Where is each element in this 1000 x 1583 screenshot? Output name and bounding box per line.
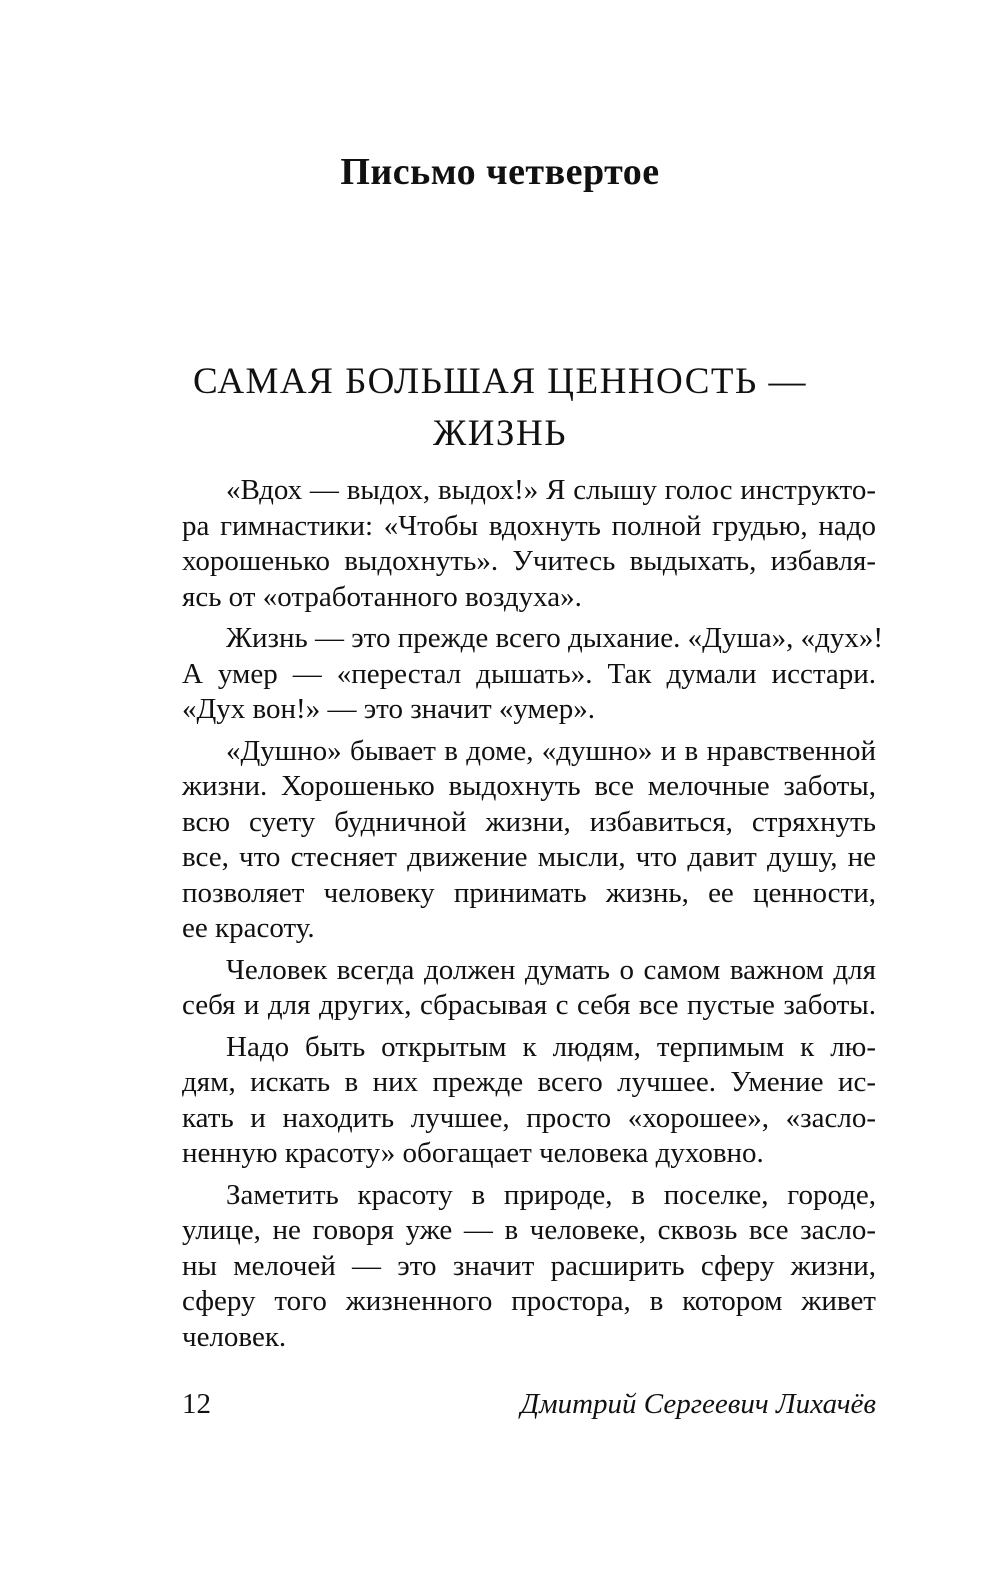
- page-number: 12: [182, 1388, 211, 1420]
- section-heading-line: САМАЯ БОЛЬШАЯ ЦЕННОСТЬ —: [193, 361, 807, 402]
- text-line: «Вдох — выдох, выдох!» Я слышу голос инструкто-: [226, 474, 876, 506]
- section-heading-line: ЖИЗНЬ: [433, 413, 567, 454]
- text-line: всю суету будничной жизни, избавиться, стряхнуть: [182, 805, 876, 838]
- text-line: дям, искать в них прежде всего лучшее. Умение ис-: [182, 1066, 876, 1098]
- text-line: ясь от «отработанного воздуха».: [182, 580, 582, 613]
- paragraph: [182, 1030, 876, 1172]
- paragraph: [182, 953, 876, 1024]
- text-line: все, что стесняет движение мысли, что давит душу, не: [182, 841, 876, 873]
- text-line: Человек всегда должен думать о самом важном для: [226, 953, 876, 986]
- paragraph: [182, 1178, 876, 1356]
- text-line: позволяет человеку принимать жизнь, ее ценности,: [182, 876, 876, 909]
- author-name: Дмитрий Сергеевич Лихачёв: [520, 1388, 876, 1420]
- text-line: себя и для других, сбрасывая с себя все пустые заботы.: [182, 989, 876, 1021]
- text-line: Надо быть открытым к людям, терпимым к лю-: [226, 1030, 876, 1063]
- text-line: жизни. Хорошенько выдохнуть все мелочные заботы,: [182, 770, 876, 802]
- text-line: сферу того жизненного простора, в котором живет: [182, 1285, 876, 1317]
- text-line: ее красоту.: [182, 912, 315, 944]
- text-line: кать и находить лучшее, просто «хорошее», «засло-: [182, 1101, 876, 1134]
- text-line: улице, не говоря уже — в человеке, сквозь все засло-: [182, 1214, 876, 1246]
- text-line: ны мелочей — это значит расширить сферу жизни,: [182, 1249, 876, 1282]
- text-line: «Дух вон!» — это значит «умер».: [182, 693, 595, 725]
- section-heading: [150, 356, 850, 460]
- text-line: Жизнь — это прежде всего дыхание. «Душа», «дух»!: [226, 622, 884, 654]
- text-line: «Душно» бывает в доме, «душно» и в нравственной: [226, 734, 876, 767]
- page-footer: [182, 1388, 876, 1428]
- text-line: человек.: [182, 1320, 287, 1353]
- paragraph: [182, 473, 876, 615]
- body-text: [182, 473, 884, 1361]
- text-line: А умер — «перестал дышать». Так думали исстари.: [182, 657, 876, 690]
- text-line: хорошенько выдохнуть». Учитесь выдыхать, избавля-: [182, 545, 876, 577]
- chapter-title: Письмо четвертое: [340, 151, 660, 193]
- text-line: Заметить красоту в природе, в поселке, городе,: [226, 1178, 876, 1211]
- text-line: ра гимнастики: «Чтобы вдохнуть полной грудью, надо: [182, 509, 876, 542]
- paragraph: [182, 734, 876, 947]
- text-line: ненную красоту» обогащает человека духовно.: [182, 1137, 764, 1169]
- paragraph: [182, 621, 884, 728]
